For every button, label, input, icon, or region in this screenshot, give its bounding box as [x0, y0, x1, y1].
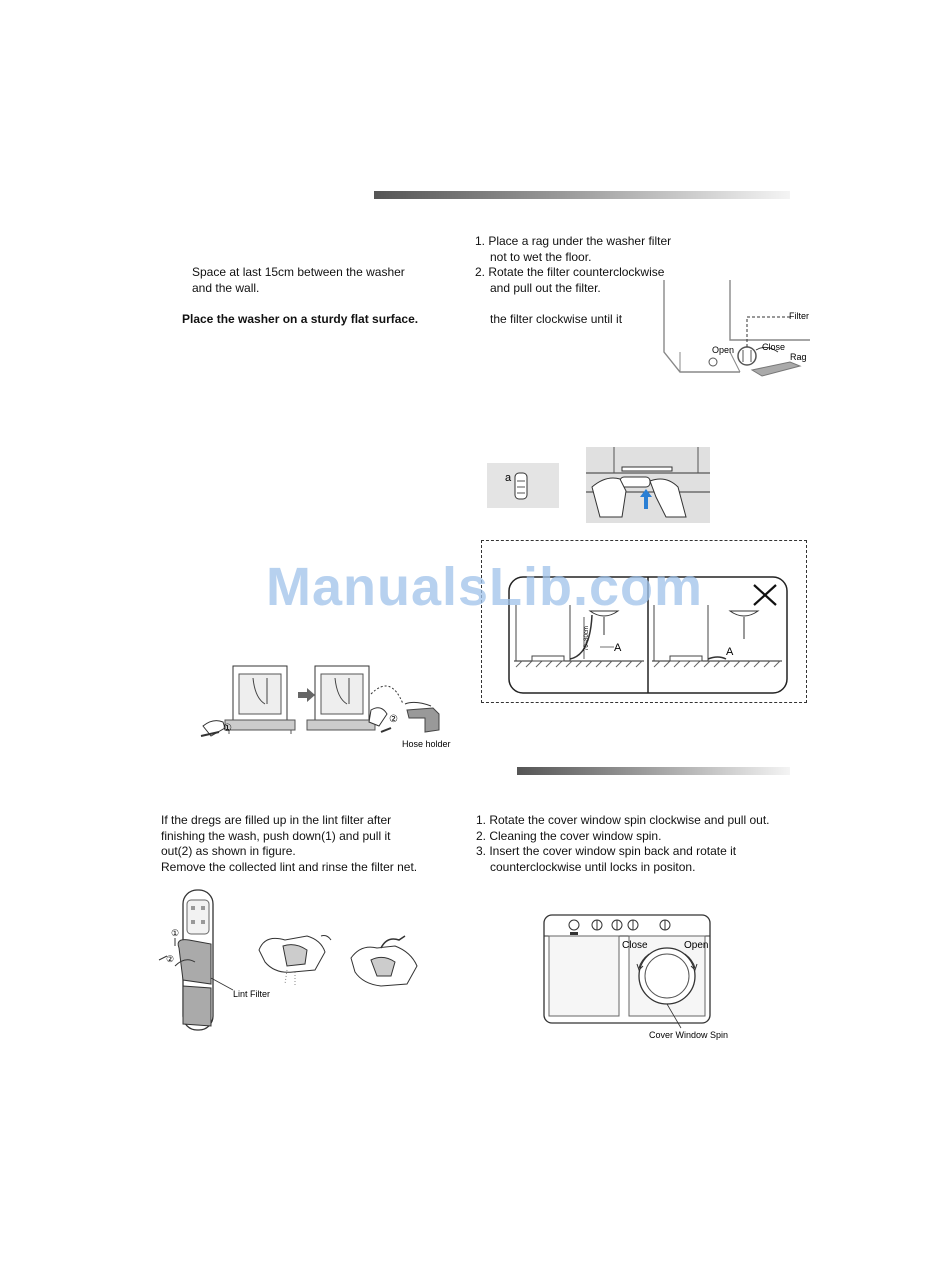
filter-removal-figure	[586, 447, 710, 523]
cover-step-3: 3. Insert the cover window spin back and rotate it	[476, 844, 737, 858]
lint-filter-label: Lint Filter	[233, 989, 271, 999]
hose-a-label-left: A	[614, 642, 622, 654]
filter-label: Filter	[789, 311, 809, 321]
close-direction-label: Close	[622, 940, 648, 951]
filter-step-2: 2. Rotate the filter counterclockwise	[475, 265, 665, 279]
surface-instruction: Place the washer on a sturdy flat surface.	[182, 312, 419, 326]
lint-text-line1: If the dregs are filled up in the lint filter after	[161, 813, 392, 827]
part-a-label: a	[505, 472, 512, 484]
cover-step-3-cont: counterclockwise until locks in positon.	[490, 860, 696, 874]
filter-step-2-cont: and pull out the filter.	[490, 281, 601, 295]
drain-height-label: 70~80cm	[584, 626, 590, 651]
filter-step-3-fragment: the filter clockwise until it	[490, 312, 623, 326]
open-direction-label: Open	[684, 940, 709, 951]
lint-text-line3: out(2) as shown in figure.	[161, 844, 296, 858]
cover-step-1: 1. Rotate the cover window spin clockwise and pull out.	[476, 813, 770, 827]
lint-text-line2: finishing the wash, push down(1) and pull it	[161, 829, 391, 843]
cover-step-2: 2. Cleaning the cover window spin.	[476, 829, 662, 843]
cover-window-spin-label: Cover Window Spin	[649, 1030, 729, 1040]
close-label: Close	[762, 342, 786, 352]
watermark: ManualsLib.com	[266, 557, 704, 617]
step-circle-1: ①	[223, 723, 232, 734]
lint-step-circle-2: ②	[166, 954, 175, 964]
hose-a-label-right: A	[726, 646, 734, 658]
section-header-bar-bottom	[517, 767, 790, 775]
filter-step-1-cont: not to wet the floor.	[490, 250, 592, 264]
spacing-instruction-line2: and the wall.	[192, 281, 260, 295]
section-header-bar-top	[374, 191, 790, 199]
hose-holder-figure	[195, 664, 455, 750]
spacing-instruction-line1: Space at last 15cm between the washer	[192, 265, 405, 279]
filter-part-a-figure	[487, 463, 559, 508]
filter-location-figure	[650, 280, 820, 390]
step-circle-2: ②	[389, 714, 398, 725]
filter-step-1: 1. Place a rag under the washer filter	[475, 234, 672, 248]
hose-holder-label: Hose holder	[402, 739, 451, 749]
cover-window-spin-figure	[543, 914, 743, 1044]
lint-step-circle-1: ①	[171, 928, 180, 938]
lint-filter-figure	[155, 888, 445, 1036]
rag-label: Rag	[790, 352, 807, 362]
lint-text-line4: Remove the collected lint and rinse the filter net.	[161, 860, 418, 874]
open-label: Open	[712, 345, 735, 355]
